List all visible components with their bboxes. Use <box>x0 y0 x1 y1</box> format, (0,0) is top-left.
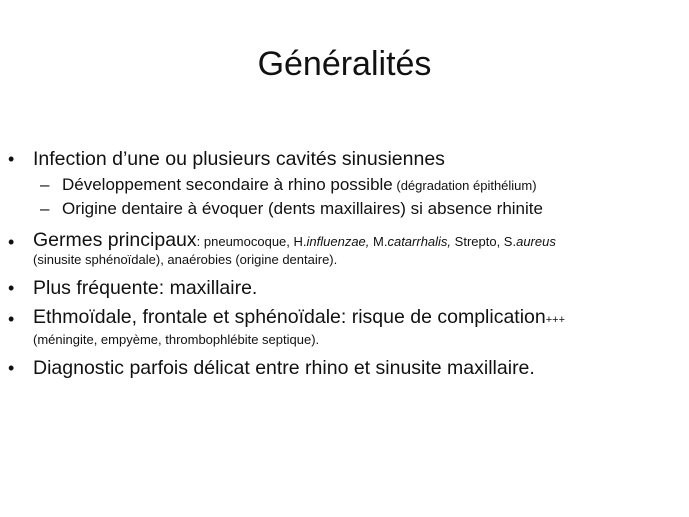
germes-detail-p3: M. <box>369 234 388 249</box>
bullet-item-infection <box>0 146 680 172</box>
germes-detail-p1: : pneumocoque, H. <box>196 234 307 249</box>
sub-text: Origine dentaire à évoquer (dents maxillaires) si absence rhinite <box>62 199 543 218</box>
germes-detail-p2: influenzae, <box>306 234 370 249</box>
complication-superscript: +++ <box>545 314 566 326</box>
bullet-item-germes <box>0 229 680 268</box>
sub-note: (dégradation épithélium) <box>392 178 537 193</box>
bullet-icon: • <box>8 358 15 378</box>
dash-icon: – <box>40 175 50 194</box>
bullet-item-diagnostic <box>0 355 680 381</box>
sub-item-developpement <box>0 173 680 197</box>
sub-item-origine-dentaire <box>0 197 680 221</box>
germes-detail-p4: catarrhalis, <box>387 234 452 249</box>
bullet-text: Infection d’une ou plusieurs cavités sinusiennes <box>33 148 445 170</box>
ethmoidale-detail-line: (méningite, empyème, thrombophlébite septique). <box>33 332 320 347</box>
bullet-item-plus-frequente <box>0 275 680 301</box>
bullet-text: Diagnostic parfois délicat entre rhino et sinusite maxillaire. <box>33 357 535 379</box>
sub-text: Développement secondaire à rhino possible <box>62 175 393 194</box>
slide-title: Généralités <box>257 45 432 83</box>
bullet-text: Ethmoïdale, frontale et sphénoïdale: risque de complication <box>33 306 546 328</box>
bullet-item-ethmoidale <box>0 306 680 348</box>
bullet-icon: • <box>8 309 15 329</box>
bullet-icon: • <box>8 232 15 252</box>
germes-detail-line2: (sinusite sphénoïdale), anaérobies (origine dentaire). <box>33 252 338 267</box>
bullet-icon: • <box>8 278 15 298</box>
germes-detail-p6: aureus <box>516 234 556 249</box>
germes-detail-p5: Strepto, S. <box>451 234 517 249</box>
bullet-text: Germes principaux <box>33 229 197 251</box>
bullet-list <box>0 146 689 381</box>
dash-icon: – <box>40 199 50 218</box>
bullet-icon: • <box>8 149 15 169</box>
bullet-text: Plus fréquente: maxillaire. <box>33 277 258 299</box>
